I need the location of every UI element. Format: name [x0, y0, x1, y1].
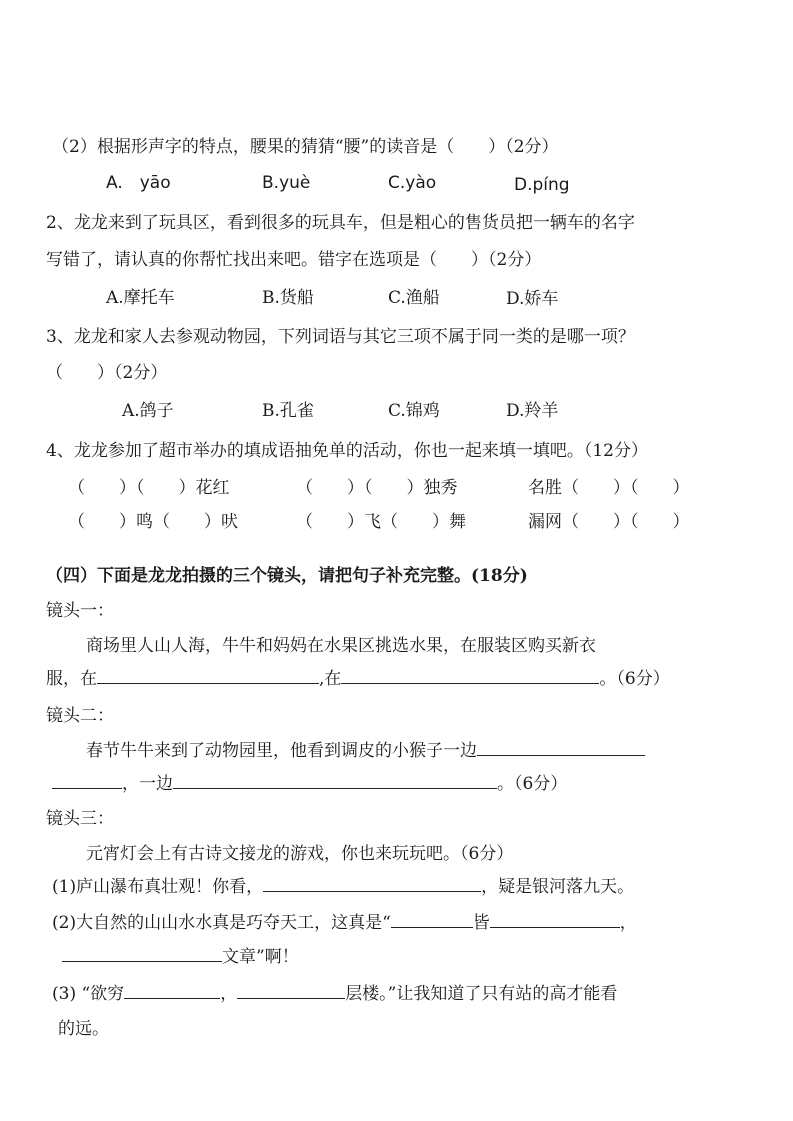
poem-3-blank-1[interactable]	[124, 980, 220, 999]
poem-3-cont: 的远。	[58, 1019, 109, 1039]
shot2-blank-1-cont[interactable]	[52, 770, 122, 789]
shot2-answer-line	[52, 770, 567, 796]
shot2-blank-2[interactable]	[173, 770, 497, 789]
q1-2-option-a: A. yāo	[106, 173, 171, 193]
q2-option-d: D.娇车	[506, 289, 559, 309]
q2-line2: 写错了，请认真的你帮忙找出来吧。错字在选项是（ ）（2分）	[46, 250, 542, 270]
shot2-text: 春节牛牛来到了动物园里，他看到调皮的小猴子一边	[86, 741, 477, 761]
q2-line1: 2、龙龙来到了玩具区，看到很多的玩具车，但是粗心的售货员把一辆车的名字	[46, 213, 635, 233]
shot3-label: 镜头三：	[46, 809, 114, 829]
idiom-blank[interactable]: （ ）（ ）独秀	[296, 478, 458, 498]
idiom-blank[interactable]: 名胜（ ）（ ）	[528, 478, 690, 498]
shot1-label: 镜头一：	[46, 601, 114, 621]
q1-2-option-c: C.yào	[388, 173, 437, 193]
poem-3	[52, 980, 617, 1006]
idiom-blank[interactable]: （ ）飞（ ）舞	[296, 512, 466, 532]
shot1-blank-1[interactable]	[97, 665, 319, 684]
poem-3-mid: ，	[220, 984, 238, 1004]
q3-option-b: B.孔雀	[262, 401, 314, 421]
q4-stem: 4、龙龙参加了超市举办的填成语抽免单的活动，你也一起来填一填吧。（12分）	[46, 441, 648, 461]
poem-2-blank-2[interactable]	[490, 909, 620, 928]
poem-3-suffix: 层楼。”让我知道了只有站的高才能看	[345, 984, 618, 1004]
q1-2-option-d: D.píng	[514, 175, 570, 195]
q2-option-b: B.货船	[262, 288, 314, 308]
poem-2-comma: ，	[619, 913, 637, 933]
shot1-mid: ,在	[319, 669, 342, 689]
poem-2-suffix: 文章”啊！	[222, 947, 299, 967]
poem-2-blank-1[interactable]	[391, 909, 473, 928]
shot1-suffix: 。（6分）	[599, 669, 670, 689]
shot2-text-line	[86, 737, 645, 763]
poem-1-suffix: ，疑是银河落九天。	[481, 877, 635, 897]
poem-2-cont	[62, 943, 299, 969]
shot1-blank-2[interactable]	[341, 665, 599, 684]
q1-2-stem: （2）根据形声字的特点，腰果的猜猜“腰”的读音是（ ）（2分）	[52, 137, 559, 157]
shot2-label: 镜头二：	[46, 706, 114, 726]
shot1-answer-line	[46, 665, 670, 691]
idiom-blank[interactable]: 漏网（ ）（ ）	[528, 512, 690, 532]
shot1-text: 商场里人山人海，牛牛和妈妈在水果区挑选水果，在服装区购买新衣	[86, 636, 596, 656]
poem-2-blank-3[interactable]	[62, 943, 222, 962]
shot2-mid: ，一边	[122, 774, 173, 794]
q1-2-option-b: B.yuè	[262, 173, 311, 193]
q3-option-c: C.锦鸡	[388, 401, 440, 421]
idiom-blank[interactable]: （ ）鸣（ ）吠	[68, 512, 238, 532]
q3-line2: （ ）（2分）	[46, 363, 168, 383]
q3-option-d: D.羚羊	[506, 401, 559, 421]
shot1-prefix: 服，在	[46, 669, 97, 689]
q2-option-c: C.渔船	[388, 288, 440, 308]
poem-1-prefix: (1)庐山瀑布真壮观！你看，	[52, 877, 264, 897]
poem-1-blank[interactable]	[263, 873, 481, 892]
poem-1	[52, 873, 634, 899]
poem-3-prefix: (3) “欲穷	[52, 984, 125, 1004]
shot2-blank-1[interactable]	[477, 737, 645, 756]
q3-line1: 3、龙龙和家人去参观动物园，下列词语与其它三项不属于同一类的是哪一项？	[46, 327, 635, 347]
q2-option-a: A.摩托车	[106, 288, 175, 308]
poem-2	[52, 909, 637, 935]
poem-2-mid: 皆	[472, 913, 490, 933]
shot2-suffix: 。（6分）	[497, 774, 568, 794]
poem-3-blank-2[interactable]	[237, 980, 345, 999]
section4-title: （四）下面是龙龙拍摄的三个镜头，请把句子补充完整。(18分)	[46, 566, 528, 586]
poem-2-prefix: (2)大自然的山山水水真是巧夺天工，这真是“	[52, 913, 391, 933]
shot3-text: 元宵灯会上有古诗文接龙的游戏，你也来玩玩吧。（6分）	[86, 844, 514, 864]
idiom-blank[interactable]: （ ）（ ）花红	[68, 478, 230, 498]
q3-option-a: A.鸽子	[122, 401, 174, 421]
